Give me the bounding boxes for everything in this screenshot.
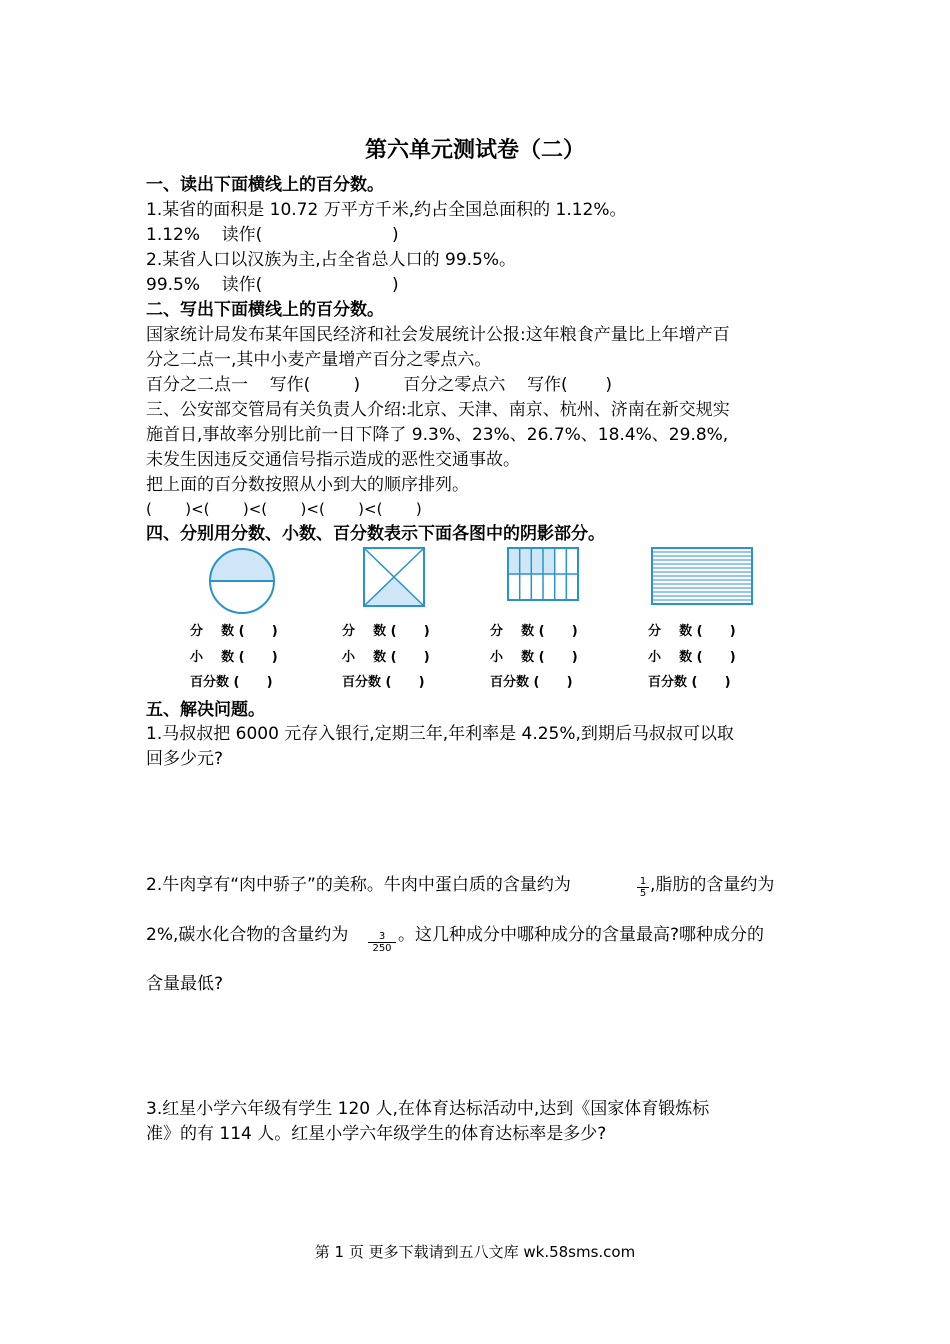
page-title: 第六单元测试卷（二） bbox=[364, 137, 585, 163]
section-1-heading: 一、读出下面横线上的百分数。 bbox=[146, 175, 384, 195]
fig4-fraction-label: 分 数 ( ) bbox=[648, 624, 736, 639]
s2-answer: 百分之二点一 写作( ) 百分之零点六 写作( ) bbox=[146, 375, 613, 395]
fig2-percent-label: 百分数 ( ) bbox=[342, 675, 425, 690]
fraction-denominator: 250 bbox=[368, 942, 396, 948]
section-2-heading: 二、写出下面横线上的百分数。 bbox=[146, 300, 384, 320]
section-4-heading: 四、分别用分数、小数、百分数表示下面各图中的阴影部分。 bbox=[146, 524, 605, 544]
fraction-denominator: 5 bbox=[637, 887, 649, 893]
fig3-fraction-label: 分 数 ( ) bbox=[490, 624, 578, 639]
s1-answer-1: 1.12% 读作( ) bbox=[146, 225, 399, 245]
problem-1-line-2: 回多少元? bbox=[146, 749, 224, 769]
s1-question-2: 2.某省人口以汉族为主,占全省总人口的 99.5%。 bbox=[146, 250, 517, 270]
problem-3-line-1: 3.红星小学六年级有学生 120 人,在体育达标活动中,达到《国家体育锻炼标 bbox=[146, 1099, 710, 1119]
section-3-line-4: 把上面的百分数按照从小到大的顺序排列。 bbox=[146, 475, 469, 495]
fig2-decimal-label: 小 数 ( ) bbox=[342, 650, 430, 665]
s3-order-blanks: ( )<( )<( )<( )<( ) bbox=[146, 500, 422, 518]
problem-2-line-2a: 2%,碳水化合物的含量约为 bbox=[146, 925, 349, 945]
s2-text-line-2: 分之二点一,其中小麦产量增产百分之零点六。 bbox=[146, 350, 492, 370]
half-circle-figure bbox=[207, 546, 277, 616]
fig1-fraction-label: 分 数 ( ) bbox=[190, 624, 278, 639]
fraction-numerator: 1 bbox=[639, 876, 647, 887]
fraction-numerator: 3 bbox=[378, 931, 386, 942]
problem-2-line-1: 2.牛肉享有“肉中骄子”的美称。牛肉中蛋白质的含量约为 bbox=[146, 875, 571, 895]
fig3-decimal-label: 小 数 ( ) bbox=[490, 650, 578, 665]
grid-figure bbox=[507, 547, 579, 603]
problem-1-line-1: 1.马叔叔把 6000 元存入银行,定期三年,年利率是 4.25%,到期后马叔叔可以取 bbox=[146, 724, 734, 744]
fig3-percent-label: 百分数 ( ) bbox=[490, 675, 573, 690]
page-footer: 第 1 页 更多下载请到五八文库 wk.58sms.com bbox=[314, 1243, 636, 1261]
section-5-heading: 五、解决问题。 bbox=[146, 700, 265, 720]
problem-3-line-2: 准》的有 114 人。红星小学六年级学生的体育达标率是多少? bbox=[146, 1124, 607, 1144]
protein-fraction bbox=[637, 876, 649, 899]
fig2-fraction-label: 分 数 ( ) bbox=[342, 624, 430, 639]
section-3-line-3: 未发生因违反交通信号指示造成的恶性交通事故。 bbox=[146, 450, 520, 470]
section-3-line-1: 三、公安部交管局有关负责人介绍:北京、天津、南京、杭州、济南在新交规实 bbox=[146, 400, 730, 420]
fig4-percent-label: 百分数 ( ) bbox=[648, 675, 731, 690]
problem-2-line-2b: 。这几种成分中哪种成分的含量最高?哪种成分的 bbox=[398, 925, 765, 945]
fig4-decimal-label: 小 数 ( ) bbox=[648, 650, 736, 665]
s2-text-line-1: 国家统计局发布某年国民经济和社会发展统计公报:这年粮食产量比上年增产百 bbox=[146, 325, 730, 345]
s1-question-1: 1.某省的面积是 10.72 万平方千米,约占全国总面积的 1.12%。 bbox=[146, 200, 627, 220]
striped-rectangle-figure bbox=[651, 547, 753, 605]
section-3-line-2: 施首日,事故率分别比前一日下降了 9.3%、23%、26.7%、18.4%、29.8%, bbox=[146, 425, 729, 445]
problem-2-line-1b: ,脂肪的含量约为 bbox=[650, 875, 775, 895]
fig1-decimal-label: 小 数 ( ) bbox=[190, 650, 278, 665]
fig1-percent-label: 百分数 ( ) bbox=[190, 675, 273, 690]
square-diagonals-figure bbox=[363, 547, 425, 607]
s1-answer-2: 99.5% 读作( ) bbox=[146, 275, 399, 295]
problem-2-line-3: 含量最低? bbox=[146, 974, 224, 994]
carbohydrate-fraction bbox=[368, 931, 396, 954]
